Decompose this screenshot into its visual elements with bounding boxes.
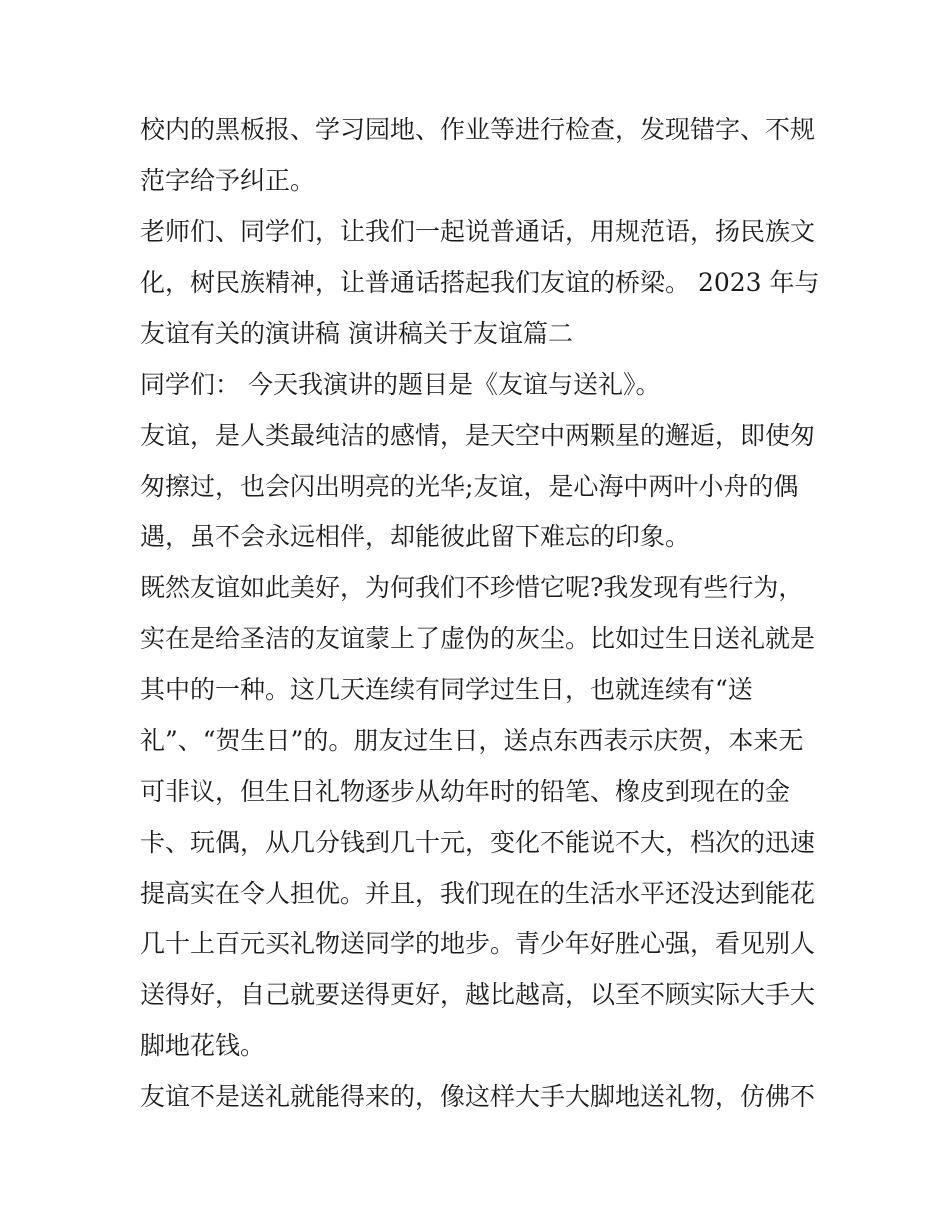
- text-line: 既然友谊如此美好，为何我们不珍惜它呢?我发现有些行为，: [140, 573, 804, 602]
- text-line: 送得好，自己就要送得更好，越比越高，以至不顾实际大手大: [140, 980, 816, 1009]
- text-line: 友谊，是人类最纯洁的感情，是天空中两颗星的邂逅，即使匆: [140, 421, 816, 450]
- text-line: 老师们、同学们，让我们一起说普通话，用规范语，扬民族文: [140, 217, 816, 246]
- text-line: 几十上百元买礼物送同学的地步。青少年好胜心强，看见别人: [140, 929, 816, 958]
- text-line: 同学们： 今天我演讲的题目是《友谊与送礼》。: [140, 370, 661, 399]
- text-line: 脚地花钱。: [140, 1031, 266, 1060]
- text-line: 校内的黑板报、学习园地、作业等进行检查，发现错字、不规: [140, 115, 816, 144]
- text-line: 化，树民族精神，让普通话搭起我们友谊的桥梁。 2023 年与: [140, 268, 820, 297]
- text-line: 遇，虽不会永远相伴，却能彼此留下难忘的印象。: [140, 522, 691, 551]
- text-line: 卡、玩偶，从几分钱到几十元，变化不能说不大，档次的迅速: [140, 828, 816, 857]
- text-line: 实在是给圣洁的友谊蒙上了虚伪的灰尘。比如过生日送礼就是: [140, 624, 816, 653]
- text-line: 可非议，但生日礼物逐步从幼年时的铅笔、橡皮到现在的金: [140, 777, 791, 806]
- text-line: 提高实在令人担优。并且，我们现在的生活水平还没达到能花: [140, 879, 816, 908]
- text-line: 匆擦过，也会闪出明亮的光华;友谊，是心海中两叶小舟的偶: [140, 472, 799, 501]
- text-line: 礼”、“贺生日”的。朋友过生日，送点东西表示庆贺，本来无: [140, 726, 804, 755]
- text-line: 范字给予纠正。: [140, 166, 316, 195]
- text-line: 其中的一种。这几天连续有同学过生日，也就连续有“送: [140, 675, 753, 704]
- text-line: 友谊有关的演讲稿 演讲稿关于友谊篇二: [140, 319, 573, 348]
- text-line: 友谊不是送礼就能得来的，像这样大手大脚地送礼物，仿佛不: [140, 1082, 816, 1111]
